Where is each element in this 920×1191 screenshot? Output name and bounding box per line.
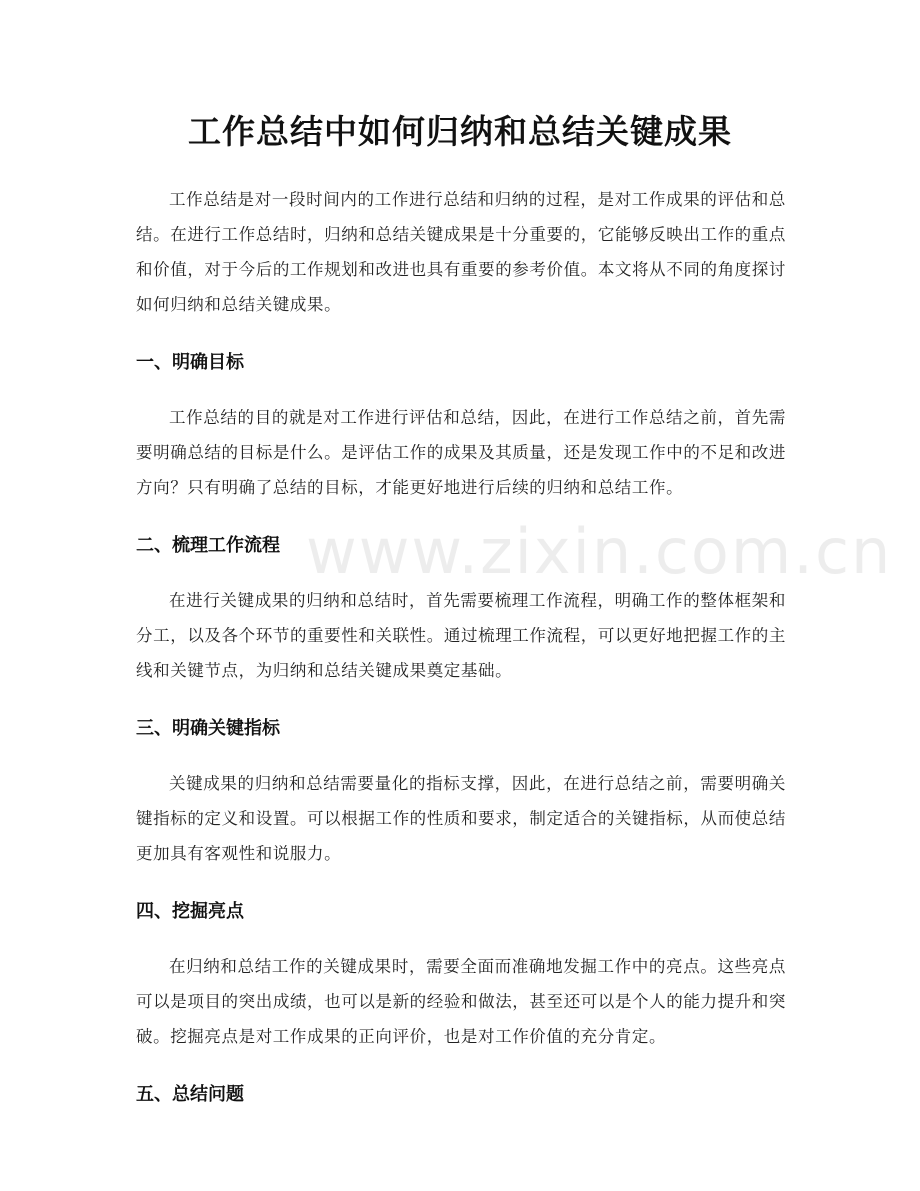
section-heading-4: 四、挖掘亮点 [136, 901, 244, 922]
section-body-1: 工作总结的目的就是对工作进行评估和总结，因此，在进行工作总结之前，首先需要明确总结的目标是什么。是评估工作的成果及其质量，还是发现工作中的不足和改进方向？只有明确了总结的目标，才能更好地进行后续的归纳和总结工作。 [136, 408, 786, 497]
section-body-4: 在归纳和总结工作的关键成果时，需要全面而准确地发掘工作中的亮点。这些亮点可以是项目的突出成绩，也可以是新的经验和做法，甚至还可以是个人的能力提升和突破。挖掘亮点是对工作成果的正向评价，也是对工作价值的充分肯定。 [136, 957, 786, 1046]
section-heading-3: 三、明确关键指标 [136, 718, 280, 739]
section-body-3: 关键成果的归纳和总结需要量化的指标支撑，因此，在进行总结之前，需要明确关键指标的定义和设置。可以根据工作的性质和要求，制定适合的关键指标，从而使总结更加具有客观性和说服力。 [136, 774, 786, 863]
section-heading-2: 二、梳理工作流程 [136, 535, 280, 556]
document-body [136, 182, 786, 1110]
document-title: 工作总结中如何归纳和总结关键成果 [188, 112, 732, 151]
section-heading-5: 五、总结问题 [136, 1084, 244, 1105]
intro-paragraph: 工作总结是对一段时间内的工作进行总结和归纳的过程，是对工作成果的评估和总结。在进行工作总结时，归纳和总结关键成果是十分重要的，它能够反映出工作的重点和价值，对于今后的工作规划和改进也具有重要的参考价值。本文将从不同的角度探讨如何归纳和总结关键成果。 [136, 190, 786, 314]
watermark-text: www.zixin.com.cn [306, 515, 893, 588]
section-heading-1: 一、明确目标 [136, 352, 244, 373]
section-body-2: 在进行关键成果的归纳和总结时，首先需要梳理工作流程，明确工作的整体框架和分工，以及各个环节的重要性和关联性。通过梳理工作流程，可以更好地把握工作的主线和关键节点，为归纳和总结关键成果奠定基础。 [136, 591, 786, 680]
